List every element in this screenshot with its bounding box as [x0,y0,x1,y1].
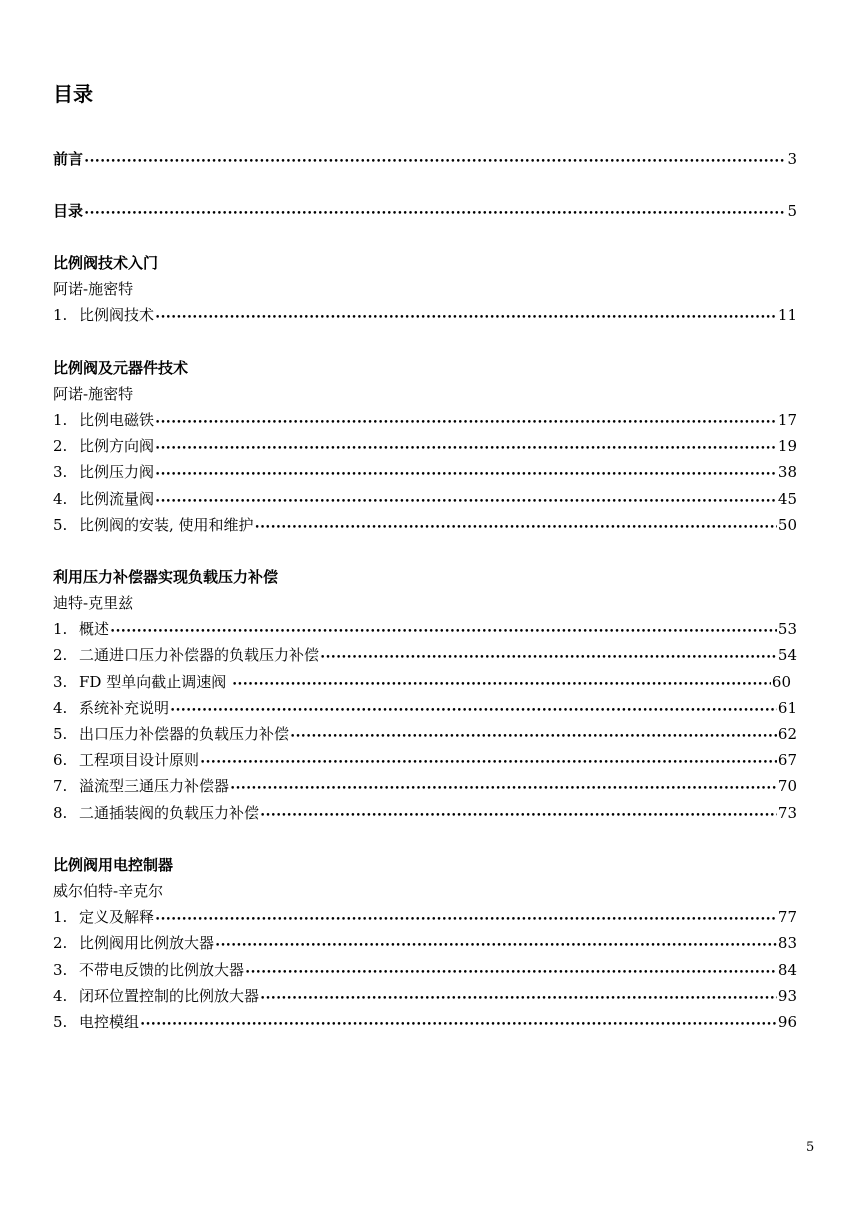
toc-entry-number: 3. [53,463,68,482]
section-author: 威尔伯特-辛克尔 [53,881,164,900]
toc-entry-number: 2. [53,437,68,456]
toc-entry-title: 比例流量阀 [79,489,155,508]
toc-entry[interactable] [53,616,797,642]
dot-leader [155,459,777,488]
toc-entry-page: 11 [777,306,797,325]
dot-leader [140,1009,777,1038]
toc-entry-label [53,773,229,799]
toc-entry[interactable] [53,512,797,538]
toc-entry-number: 1. [53,410,68,429]
toc-entry-number: 4. [53,489,68,508]
toc-entry-label [53,930,214,956]
toc-entry-page: 53 [777,620,797,639]
toc-entry-title: 工程项目设计原则 [79,751,200,770]
toc-entry-number: 1. [53,306,68,325]
toc-entry-page: 50 [777,515,797,534]
toc-entry-label [53,407,154,433]
table-of-contents [53,146,797,1035]
toc-entry-title: 系统补充说明 [79,698,170,717]
toc-entry-label: 前言 [53,150,84,168]
toc-entry-contents[interactable] [53,198,797,224]
toc-entry-title: 二通插装阀的负载压力补偿 [79,803,260,822]
dot-leader [84,198,786,227]
toc-entry-number: 5. [53,515,68,534]
toc-entry[interactable] [53,695,797,721]
toc-entry-number: 3. [53,960,68,979]
dot-leader [84,146,786,175]
toc-section [53,355,797,538]
toc-entry-title: 比例压力阀 [79,463,155,482]
toc-entry-title: 比例方向阀 [79,437,155,456]
toc-entry[interactable] [53,407,797,433]
section-heading: 比例阀及元器件技术 [53,358,189,377]
toc-entry-label [53,957,244,983]
dot-leader [155,904,777,933]
toc-entry-page: 73 [777,803,797,822]
toc-entry-page: 84 [777,960,797,979]
toc-entry-number: 5. [53,725,68,743]
toc-entry-page: 96 [777,1012,797,1031]
toc-entry-page: 62 [777,725,797,743]
toc-entry[interactable] [53,747,797,773]
toc-entry-label [53,512,254,538]
toc-entry-number: 2. [53,934,68,953]
toc-entry-number: 7. [53,777,68,796]
toc-entry[interactable] [53,773,797,799]
toc-entry-page: 70 [777,777,797,796]
toc-entry-title: 比例阀技术 [79,306,155,325]
dot-leader [230,773,777,802]
toc-entry[interactable] [53,800,797,826]
section-author: 阿诺-施密特 [53,384,134,403]
toc-entry-title: 电控模组 [79,1012,140,1031]
section-author: 迪特-克里兹 [53,594,134,613]
toc-entry-page: 54 [777,646,797,665]
dot-leader [232,669,771,698]
toc-entry-label [53,616,109,642]
dot-leader [155,302,777,331]
toc-entry-label [53,904,154,930]
toc-entry-title: FD 型单向截止调速阀 [79,672,231,691]
toc-entry-label [53,302,154,328]
toc-section [53,852,797,1035]
toc-entry-label [53,800,259,826]
toc-entry[interactable] [53,459,797,485]
toc-entry-label [53,459,154,485]
toc-entry[interactable] [53,983,797,1009]
page-number: 5 [806,1140,815,1155]
toc-section [53,564,797,826]
toc-section [53,250,797,329]
section-heading: 利用压力补偿器实现负载压力补偿 [53,567,279,586]
toc-entry[interactable] [53,642,797,668]
toc-entry[interactable] [53,904,797,930]
toc-entry-page: 83 [777,934,797,953]
toc-entry-number: 4. [53,986,68,1005]
toc-entry-title: 比例阀用比例放大器 [79,934,215,953]
toc-entry[interactable] [53,669,797,695]
toc-entry-label: 目录 [53,202,84,220]
toc-entry[interactable] [53,433,797,459]
toc-entry-page: 60 [771,672,791,691]
toc-entry[interactable] [53,1009,797,1035]
toc-entry-title: 溢流型三通压力补偿器 [79,777,230,796]
toc-entry-number: 6. [53,751,68,770]
toc-entry-number: 2. [53,646,68,665]
toc-entry-preface[interactable] [53,146,797,172]
dot-leader [245,957,777,986]
dot-leader [170,695,777,724]
toc-entry-title: 比例电磁铁 [79,410,155,429]
toc-entry-page: 45 [777,489,797,508]
dot-leader [290,721,777,750]
dot-leader [155,486,777,515]
toc-entry-page: 19 [777,437,797,456]
toc-entry-page: 61 [777,698,797,717]
toc-entry-label [53,642,319,668]
toc-entry[interactable] [53,302,797,328]
toc-entry-title: 定义及解释 [79,908,155,927]
dot-leader [155,433,777,462]
toc-entry[interactable] [53,721,797,747]
toc-entry-page: 93 [777,986,797,1005]
toc-entry-page: 3 [787,150,797,168]
toc-entry-title: 概述 [79,620,110,639]
toc-entry-number: 1. [53,620,68,639]
toc-entry[interactable] [53,486,797,512]
section-author: 阿诺-施密特 [53,280,134,299]
toc-entry-page: 38 [777,463,797,482]
dot-leader [110,616,777,645]
toc-entry-page: 67 [777,751,797,770]
dot-leader [255,512,777,541]
page-title: 目录 [53,82,93,106]
toc-entry-number: 4. [53,698,68,717]
toc-entry-number: 5. [53,1012,68,1031]
dot-leader [200,747,777,776]
toc-entry[interactable] [53,957,797,983]
toc-entry-label [53,983,259,1009]
dot-leader [155,407,777,436]
toc-entry-number: 1. [53,908,68,927]
toc-entry-title: 闭环位置控制的比例放大器 [79,986,260,1005]
toc-entry-number: 8. [53,803,68,822]
toc-entry-title: 比例阀的安装, 使用和维护 [79,515,254,534]
toc-entry-title: 出口压力补偿器的负载压力补偿 [79,725,290,743]
toc-entry-label [53,747,199,773]
toc-entry-label [53,433,154,459]
toc-entry-label [53,1009,139,1035]
dot-leader [320,642,777,671]
toc-entry-page: 5 [787,202,797,220]
toc-entry-label [53,695,169,721]
toc-entry[interactable] [53,930,797,956]
section-heading: 比例阀技术入门 [53,254,159,272]
toc-entry-number: 3. [53,672,68,691]
toc-entry-title: 二通进口压力补偿器的负载压力补偿 [79,646,320,665]
toc-entry-page: 17 [777,410,797,429]
toc-entry-label [53,669,231,695]
toc-entry-title: 不带电反馈的比例放大器 [79,960,245,979]
dot-leader [260,983,777,1012]
toc-entry-label [53,486,154,512]
toc-entry-page: 77 [777,908,797,927]
dot-leader [260,800,777,829]
toc-entry-label [53,721,289,747]
section-heading: 比例阀用电控制器 [53,855,174,874]
dot-leader [215,930,777,959]
